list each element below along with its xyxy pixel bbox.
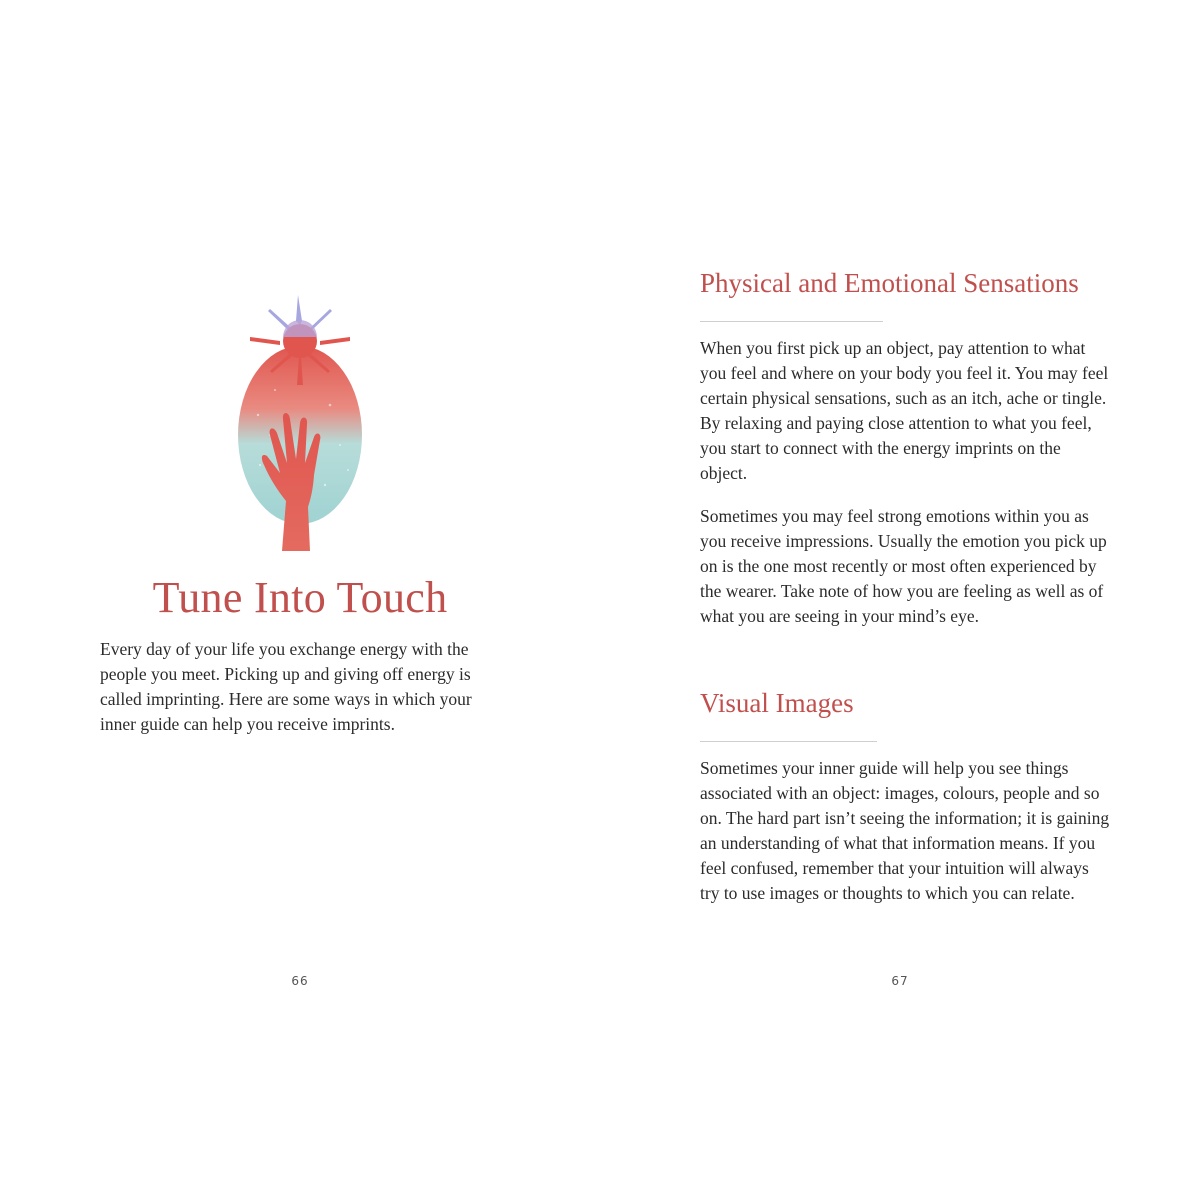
hand-reaching-star-icon — [230, 295, 370, 555]
paragraph: Sometimes your inner guide will help you see things associated with an object: images, colours, people and so on. The hard part isn’t seeing the information; it is gaining an understanding of what that information means. If you feel confused, remember that your intuition will always try to use images or thoughts to which you can relate. — [700, 758, 1110, 903]
page-number: 67 — [891, 974, 909, 988]
chapter-title: Tune Into Touch — [152, 573, 448, 622]
section-heading-physical-emotional: Physical and Emotional Sensations — [700, 268, 1079, 298]
paragraph: When you first pick up an object, pay attention to what you feel and where on your body you feel it. You may feel certain physical sensations, such as an itch, ache or tingle. By relaxing and paying close attention to what you feel, you start to connect with the energy imprints on the object. — [700, 338, 1109, 483]
paragraph: Sometimes you may feel strong emotions within you as you receive impressions. Usually the emotion you pick up on is the one most recently or most often experienced by the wearer. Take note of how you are feeling as well as of what you are seeing in your mind’s eye. — [700, 506, 1107, 626]
heading-rule — [700, 741, 877, 742]
right-page — [600, 0, 1200, 1200]
section-heading-visual-images: Visual Images — [700, 688, 854, 718]
page-number: 66 — [291, 974, 309, 988]
intro-paragraph: Every day of your life you exchange energy with the people you meet. Picking up and giving off energy is called imprinting. Here are some ways in which your inner guide can help you receive imprints. — [100, 639, 472, 734]
heading-rule — [700, 321, 883, 322]
